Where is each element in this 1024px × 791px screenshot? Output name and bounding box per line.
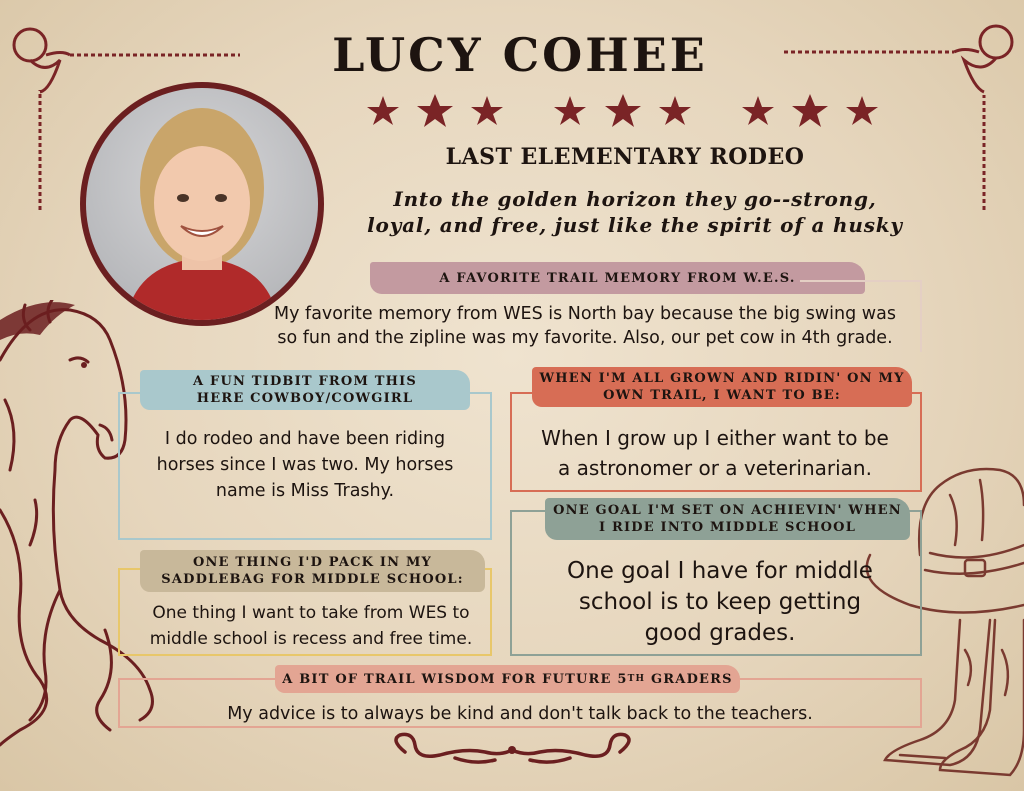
saddlebag-heading: ONE THING I'D PACK IN MY SADDLEBAG FOR MIDDLE SCHOOL: — [140, 550, 485, 592]
tagline-line: loyal, and free, just like the spirit of a husky — [367, 213, 903, 237]
star-icon — [742, 96, 774, 125]
student-photo — [86, 88, 318, 320]
saddlebag-text: One thing I want to take from WES to middle school is recess and free time. — [149, 603, 473, 649]
grown-up-heading: WHEN I'M ALL GROWN AND RIDIN' ON MY OWN TRAIL, I WANT TO BE: — [532, 367, 912, 407]
memory-heading: A FAVORITE TRAIL MEMORY FROM W.E.S. — [370, 262, 865, 294]
goal-text: One goal I have for middle school is to keep getting good grades. — [567, 558, 873, 646]
star-icon — [417, 94, 453, 127]
star-icon — [605, 94, 641, 127]
wisdom-text: My advice is to always be kind and don't talk back to the teachers. — [227, 704, 813, 724]
wisdom-heading: A BIT OF TRAIL WISDOM FOR FUTURE 5 TH GRADERS — [275, 665, 740, 693]
tagline — [345, 186, 925, 238]
memory-text: My favorite memory from WES is North bay because the big swing was so fun and the zipline was my favorite. Also, our pet cow in 4th grade. — [274, 304, 896, 348]
page-title: LUCY COHEE — [332, 28, 708, 82]
star-icon — [659, 96, 691, 125]
scroll-flourish-icon — [385, 730, 640, 770]
star-row — [365, 92, 885, 128]
star-icon — [367, 96, 399, 125]
star-icon — [792, 94, 828, 127]
grown-up-text: When I grow up I either want to be a astronomer or a veterinarian. — [541, 426, 889, 480]
tidbit-text: I do rodeo and have been riding horses since I was two. My horses name is Miss Trashy. — [156, 429, 454, 501]
star-icon — [846, 96, 878, 125]
tidbit-heading: A FUN TIDBIT FROM THIS HERE COWBOY/COWGIRL — [140, 370, 470, 410]
star-icon — [471, 96, 503, 125]
star-icon — [554, 96, 586, 125]
avatar-frame — [80, 82, 324, 326]
subtitle: LAST ELEMENTARY RODEO — [445, 144, 805, 170]
goal-heading: ONE GOAL I'M SET ON ACHIEVIN' WHEN I RIDE INTO MIDDLE SCHOOL — [545, 498, 910, 540]
tagline-line: Into the golden horizon they go--strong, — [393, 187, 877, 211]
